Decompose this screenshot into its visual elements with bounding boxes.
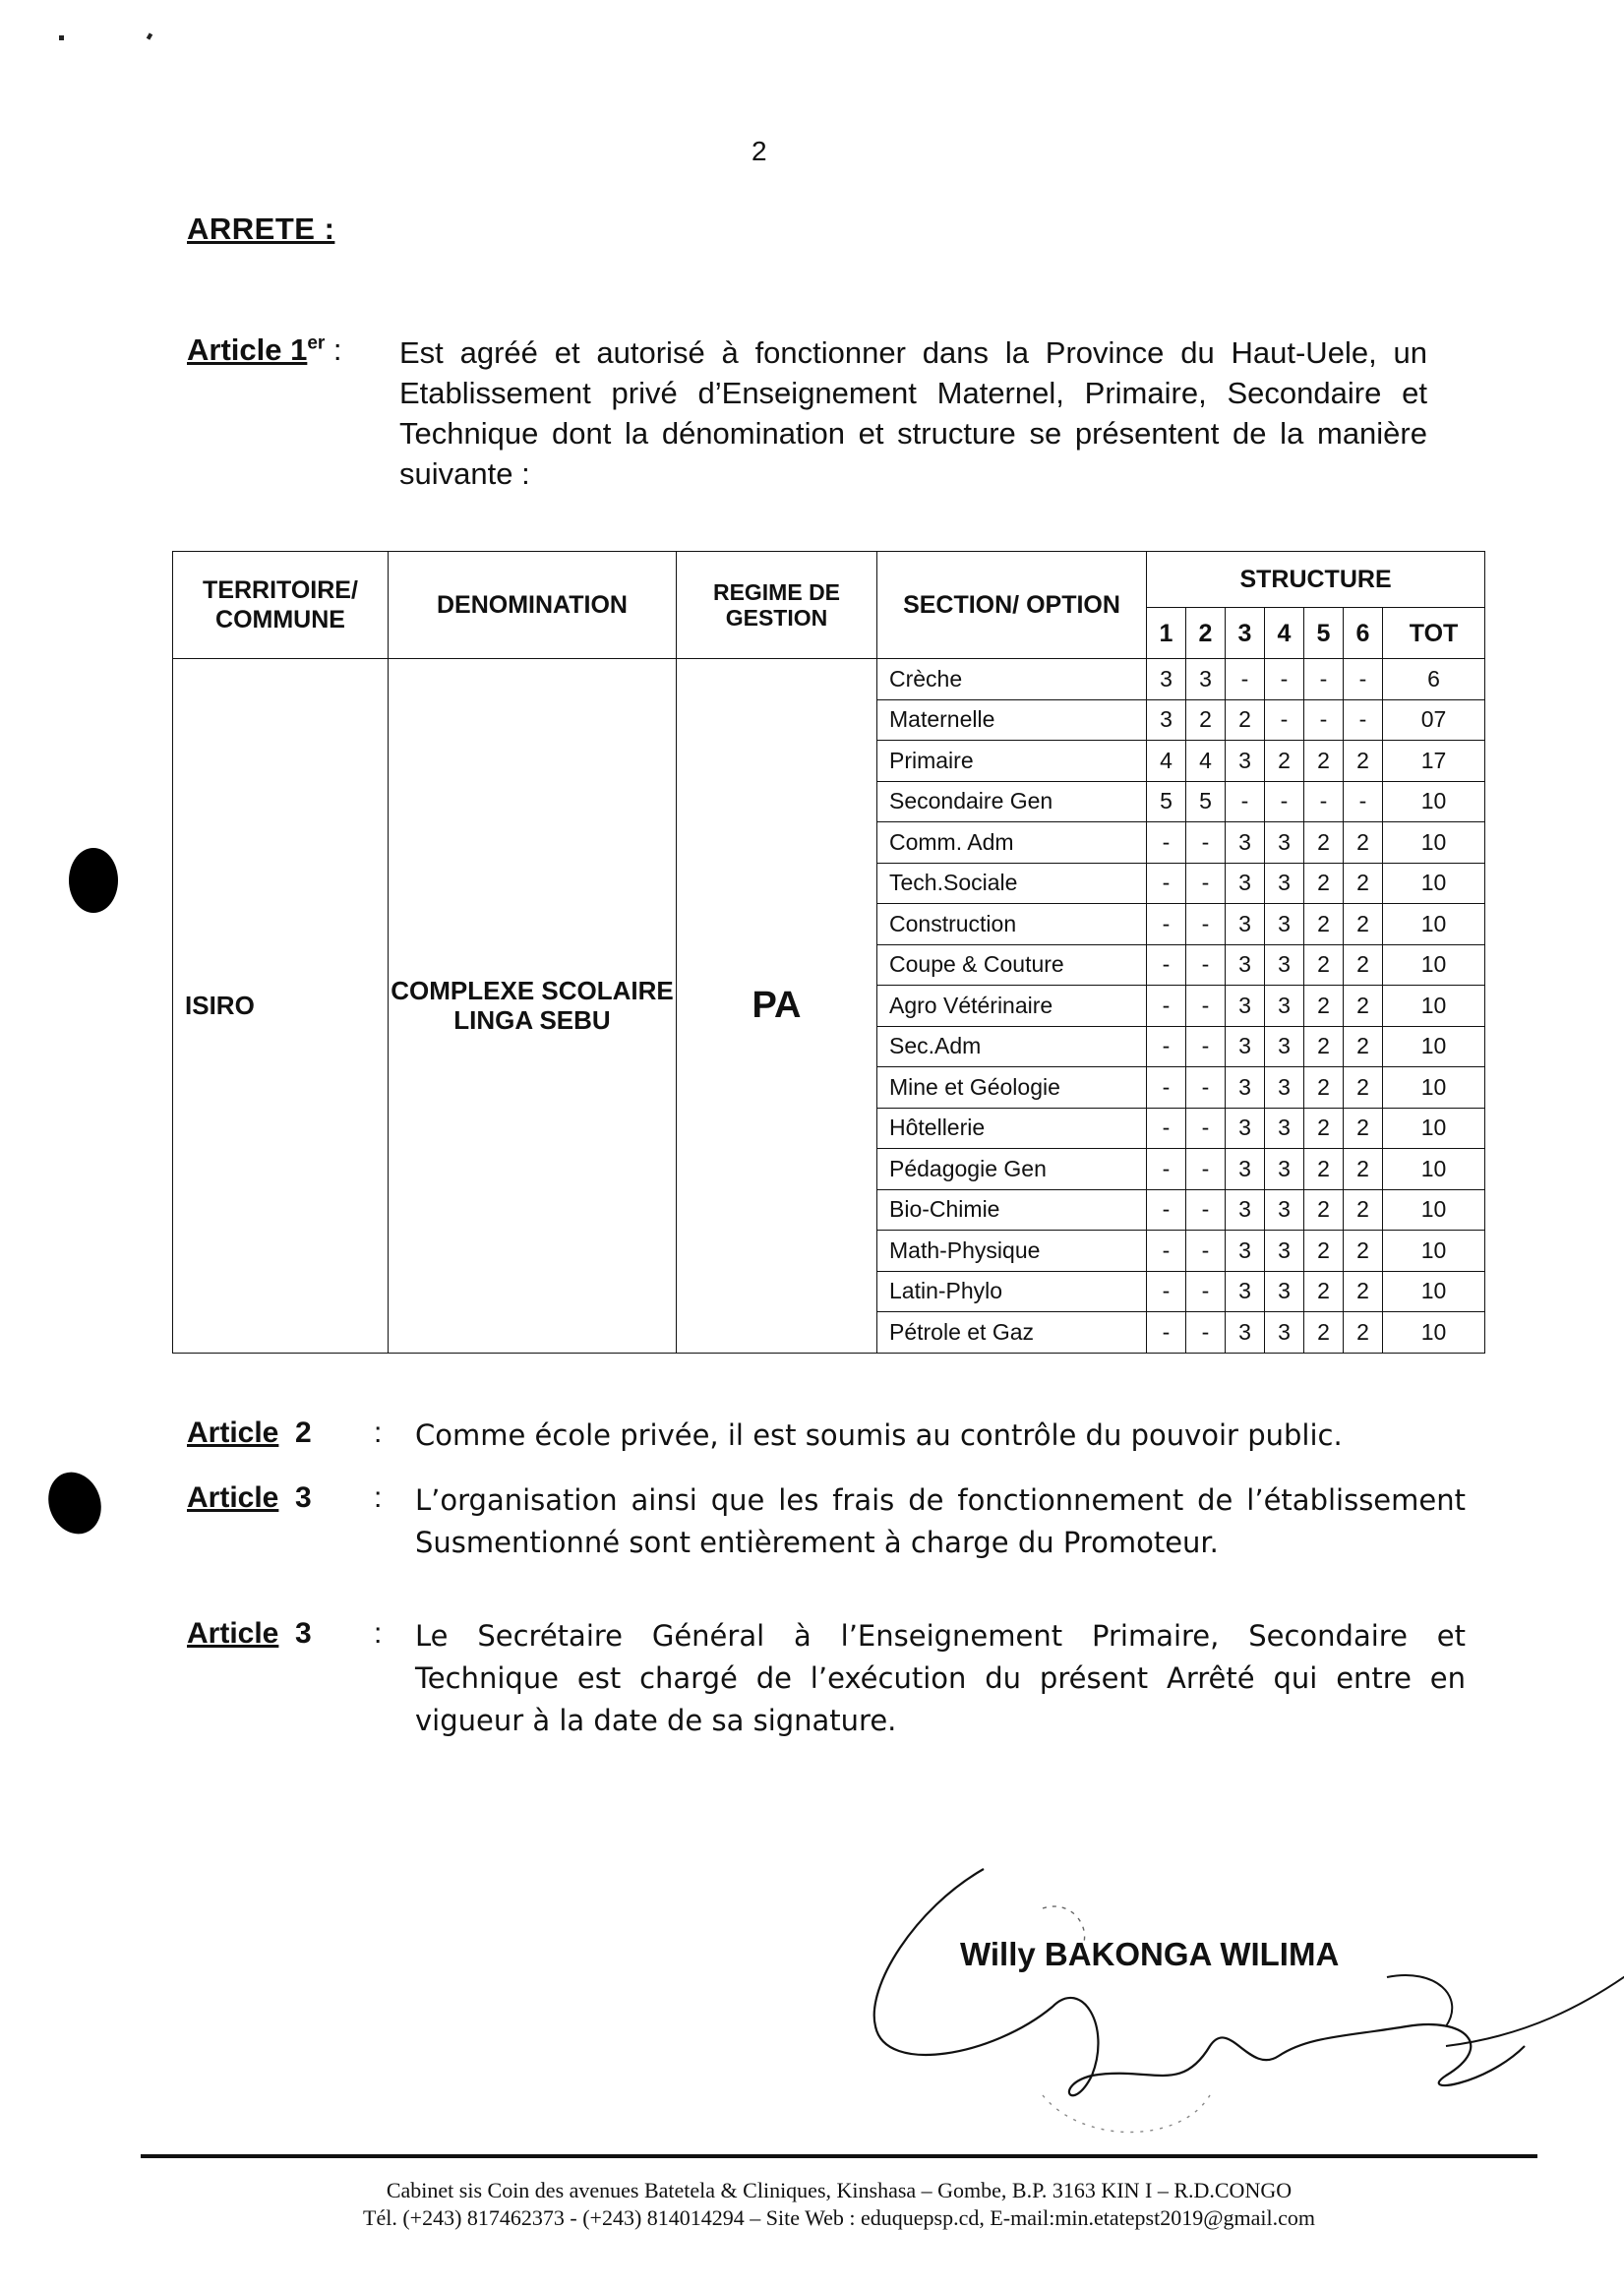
value-cell: 2 xyxy=(1344,904,1383,945)
value-cell: - xyxy=(1186,863,1226,904)
structure-table xyxy=(172,551,1485,1354)
section-cell: Sec.Adm xyxy=(877,1026,1147,1067)
total-cell: 10 xyxy=(1383,822,1485,864)
value-cell: 3 xyxy=(1265,1026,1304,1067)
value-cell: 3 xyxy=(1226,944,1265,986)
value-cell: 2 xyxy=(1304,1189,1344,1231)
value-cell: 3 xyxy=(1226,741,1265,782)
article-3b-label xyxy=(187,1617,312,1651)
value-cell: - xyxy=(1147,1108,1186,1149)
value-cell: - xyxy=(1147,1067,1186,1109)
value-cell: 3 xyxy=(1226,863,1265,904)
section-cell: Mine et Géologie xyxy=(877,1067,1147,1109)
territoire-cell: ISIRO xyxy=(173,659,389,1354)
total-cell: 10 xyxy=(1383,781,1485,822)
value-cell: 3 xyxy=(1226,1271,1265,1312)
article-3-label xyxy=(187,1481,312,1515)
value-cell: 2 xyxy=(1344,1312,1383,1354)
value-cell: - xyxy=(1186,1271,1226,1312)
value-cell: 2 xyxy=(1186,699,1226,741)
section-cell: Construction xyxy=(877,904,1147,945)
value-cell: - xyxy=(1186,1189,1226,1231)
total-cell: 10 xyxy=(1383,1271,1485,1312)
total-cell: 10 xyxy=(1383,1108,1485,1149)
article-1-label-sup: er xyxy=(307,332,326,354)
value-cell: - xyxy=(1344,781,1383,822)
value-cell: 3 xyxy=(1226,1108,1265,1149)
value-cell: 3 xyxy=(1265,1108,1304,1149)
total-cell: 10 xyxy=(1383,1149,1485,1190)
section-cell: Math-Physique xyxy=(877,1231,1147,1272)
value-cell: - xyxy=(1147,944,1186,986)
section-cell: Pétrole et Gaz xyxy=(877,1312,1147,1354)
footer-contact: Tél. (+243) 817462373 - (+243) 814014294 – Site Web : eduquepsp.cd, E-mail:min.etatepst2019@gmail.com xyxy=(363,2205,1315,2230)
article-2-label xyxy=(187,1416,312,1450)
header-col-1: 1 xyxy=(1147,608,1186,659)
total-cell: 10 xyxy=(1383,1231,1485,1272)
ink-blot xyxy=(69,848,118,913)
value-cell: 2 xyxy=(1344,822,1383,864)
value-cell: 4 xyxy=(1147,741,1186,782)
value-cell: 2 xyxy=(1344,986,1383,1027)
regime-cell: PA xyxy=(677,659,877,1354)
article-1-label xyxy=(187,332,342,368)
value-cell: - xyxy=(1186,1149,1226,1190)
section-cell: Pédagogie Gen xyxy=(877,1149,1147,1190)
value-cell: 3 xyxy=(1147,659,1186,700)
value-cell: 2 xyxy=(1344,1231,1383,1272)
section-cell: Bio-Chimie xyxy=(877,1189,1147,1231)
section-cell: Primaire xyxy=(877,741,1147,782)
value-cell: 5 xyxy=(1186,781,1226,822)
value-cell: 2 xyxy=(1344,1149,1383,1190)
value-cell: 2 xyxy=(1304,904,1344,945)
footer-rule xyxy=(141,2154,1537,2158)
value-cell: 3 xyxy=(1265,1271,1304,1312)
value-cell: - xyxy=(1147,822,1186,864)
value-cell: 3 xyxy=(1147,699,1186,741)
article-3b-text: Le Secrétaire Général à l’Enseignement Primaire, Secondaire et Technique est chargé de l’exécution du présent Arrêté qui entre en vigueur à la date de sa signature. xyxy=(415,1619,1466,1737)
value-cell: 2 xyxy=(1265,741,1304,782)
value-cell: 3 xyxy=(1265,986,1304,1027)
page-number: 2 xyxy=(752,136,767,166)
denomination-cell: COMPLEXE SCOLAIRE LINGA SEBU xyxy=(389,659,677,1354)
value-cell: - xyxy=(1186,944,1226,986)
total-cell: 10 xyxy=(1383,1026,1485,1067)
total-cell: 10 xyxy=(1383,904,1485,945)
value-cell: 2 xyxy=(1304,822,1344,864)
value-cell: 3 xyxy=(1226,1067,1265,1109)
header-denomination: DENOMINATION xyxy=(389,552,677,659)
value-cell: 2 xyxy=(1344,1271,1383,1312)
total-cell: 10 xyxy=(1383,986,1485,1027)
value-cell: - xyxy=(1265,699,1304,741)
value-cell: 2 xyxy=(1344,944,1383,986)
value-cell: 3 xyxy=(1186,659,1226,700)
value-cell: 2 xyxy=(1304,944,1344,986)
value-cell: - xyxy=(1186,904,1226,945)
value-cell: - xyxy=(1186,986,1226,1027)
article-3-colon: : xyxy=(374,1481,383,1514)
value-cell: - xyxy=(1147,986,1186,1027)
total-cell: 10 xyxy=(1383,1312,1485,1354)
value-cell: - xyxy=(1304,781,1344,822)
value-cell: - xyxy=(1186,1026,1226,1067)
value-cell: 2 xyxy=(1304,1026,1344,1067)
value-cell: 2 xyxy=(1344,1189,1383,1231)
value-cell: - xyxy=(1304,699,1344,741)
value-cell: 2 xyxy=(1304,1108,1344,1149)
value-cell: 3 xyxy=(1226,904,1265,945)
article-2-label-num: 2 xyxy=(295,1416,312,1449)
total-cell: 07 xyxy=(1383,699,1485,741)
value-cell: 2 xyxy=(1304,986,1344,1027)
value-cell: - xyxy=(1265,781,1304,822)
value-cell: - xyxy=(1344,699,1383,741)
scan-speck xyxy=(59,35,64,40)
table-row xyxy=(173,659,1485,700)
section-cell: Maternelle xyxy=(877,699,1147,741)
value-cell: 3 xyxy=(1265,863,1304,904)
value-cell: - xyxy=(1186,1067,1226,1109)
value-cell: - xyxy=(1147,1189,1186,1231)
header-col-6: 6 xyxy=(1344,608,1383,659)
value-cell: - xyxy=(1147,1271,1186,1312)
value-cell: 3 xyxy=(1226,1231,1265,1272)
value-cell: - xyxy=(1226,659,1265,700)
section-cell: Coupe & Couture xyxy=(877,944,1147,986)
value-cell: 2 xyxy=(1304,863,1344,904)
article-3b-label-num: 3 xyxy=(295,1617,312,1650)
value-cell: - xyxy=(1147,1312,1186,1354)
value-cell: 2 xyxy=(1304,1067,1344,1109)
article-3-label-num: 3 xyxy=(295,1481,312,1514)
value-cell: 3 xyxy=(1226,1026,1265,1067)
value-cell: 2 xyxy=(1304,1231,1344,1272)
section-cell: Crèche xyxy=(877,659,1147,700)
value-cell: 2 xyxy=(1344,863,1383,904)
value-cell: 3 xyxy=(1265,904,1304,945)
value-cell: - xyxy=(1147,863,1186,904)
total-cell: 10 xyxy=(1383,863,1485,904)
section-cell: Tech.Sociale xyxy=(877,863,1147,904)
total-cell: 10 xyxy=(1383,1067,1485,1109)
value-cell: 2 xyxy=(1304,1149,1344,1190)
section-cell: Secondaire Gen xyxy=(877,781,1147,822)
article-2-text: Comme école privée, il est soumis au contrôle du pouvoir public. xyxy=(415,1418,1343,1452)
value-cell: 2 xyxy=(1304,741,1344,782)
value-cell: 2 xyxy=(1344,1067,1383,1109)
header-col-5: 5 xyxy=(1304,608,1344,659)
value-cell: 3 xyxy=(1226,1149,1265,1190)
value-cell: - xyxy=(1147,1026,1186,1067)
value-cell: 3 xyxy=(1226,1189,1265,1231)
value-cell: 3 xyxy=(1226,822,1265,864)
article-1-label-colon: : xyxy=(325,332,342,367)
header-territoire: TERRITOIRE/ COMMUNE xyxy=(173,552,389,659)
value-cell: - xyxy=(1265,659,1304,700)
value-cell: 4 xyxy=(1186,741,1226,782)
ink-blot xyxy=(40,1465,110,1541)
value-cell: - xyxy=(1186,1312,1226,1354)
header-col-tot: TOT xyxy=(1383,608,1485,659)
article-3-label-word: Article xyxy=(187,1481,279,1514)
value-cell: 2 xyxy=(1226,699,1265,741)
value-cell: 3 xyxy=(1265,1149,1304,1190)
header-col-4: 4 xyxy=(1265,608,1304,659)
header-section: SECTION/ OPTION xyxy=(877,552,1147,659)
value-cell: - xyxy=(1304,659,1344,700)
value-cell: - xyxy=(1147,904,1186,945)
value-cell: 2 xyxy=(1344,1108,1383,1149)
value-cell: - xyxy=(1226,781,1265,822)
header-col-3: 3 xyxy=(1226,608,1265,659)
value-cell: 2 xyxy=(1344,741,1383,782)
value-cell: 3 xyxy=(1265,822,1304,864)
scan-speck xyxy=(147,32,152,39)
value-cell: - xyxy=(1344,659,1383,700)
article-3b-label-word: Article xyxy=(187,1617,279,1650)
value-cell: 2 xyxy=(1304,1312,1344,1354)
header-regime: REGIME DE GESTION xyxy=(677,552,877,659)
header-col-2: 2 xyxy=(1186,608,1226,659)
section-cell: Hôtellerie xyxy=(877,1108,1147,1149)
value-cell: 5 xyxy=(1147,781,1186,822)
total-cell: 17 xyxy=(1383,741,1485,782)
total-cell: 6 xyxy=(1383,659,1485,700)
arrete-heading: ARRETE : xyxy=(187,211,335,246)
value-cell: - xyxy=(1147,1231,1186,1272)
value-cell: - xyxy=(1186,1231,1226,1272)
footer-address: Cabinet sis Coin des avenues Batetela & Cliniques, Kinshasa – Gombe, B.P. 3163 KIN I – R.D.CONGO xyxy=(386,2178,1293,2202)
value-cell: - xyxy=(1147,1149,1186,1190)
article-3b-colon: : xyxy=(374,1617,383,1650)
total-cell: 10 xyxy=(1383,944,1485,986)
value-cell: 3 xyxy=(1265,1231,1304,1272)
header-structure: STRUCTURE xyxy=(1147,552,1485,608)
value-cell: 3 xyxy=(1226,986,1265,1027)
value-cell: - xyxy=(1186,1108,1226,1149)
handwritten-signature xyxy=(856,1849,1624,2144)
value-cell: - xyxy=(1186,822,1226,864)
value-cell: 3 xyxy=(1265,944,1304,986)
article-1-label-main: Article 1 xyxy=(187,332,308,367)
section-cell: Latin-Phylo xyxy=(877,1271,1147,1312)
section-cell: Comm. Adm xyxy=(877,822,1147,864)
signatory-name: Willy BAKONGA WILIMA xyxy=(960,1936,1340,1972)
article-2-colon: : xyxy=(374,1416,383,1449)
value-cell: 3 xyxy=(1265,1067,1304,1109)
value-cell: 3 xyxy=(1265,1312,1304,1354)
value-cell: 2 xyxy=(1344,1026,1383,1067)
total-cell: 10 xyxy=(1383,1189,1485,1231)
section-cell: Agro Vétérinaire xyxy=(877,986,1147,1027)
value-cell: 3 xyxy=(1226,1312,1265,1354)
value-cell: 3 xyxy=(1265,1189,1304,1231)
value-cell: 2 xyxy=(1304,1271,1344,1312)
article-3-text: L’organisation ainsi que les frais de fonctionnement de l’établissement Susmentionné sont entièrement à charge du Promoteur. xyxy=(415,1483,1466,1559)
article-2-label-word: Article xyxy=(187,1416,279,1449)
article-1-text: Est agréé et autorisé à fonctionner dans la Province du Haut-Uele, un Etablissement privé d’Enseignement Maternel, Primaire, Secondaire et Technique dont la dénomination et structure se présentent de la manière suivante : xyxy=(399,335,1427,491)
